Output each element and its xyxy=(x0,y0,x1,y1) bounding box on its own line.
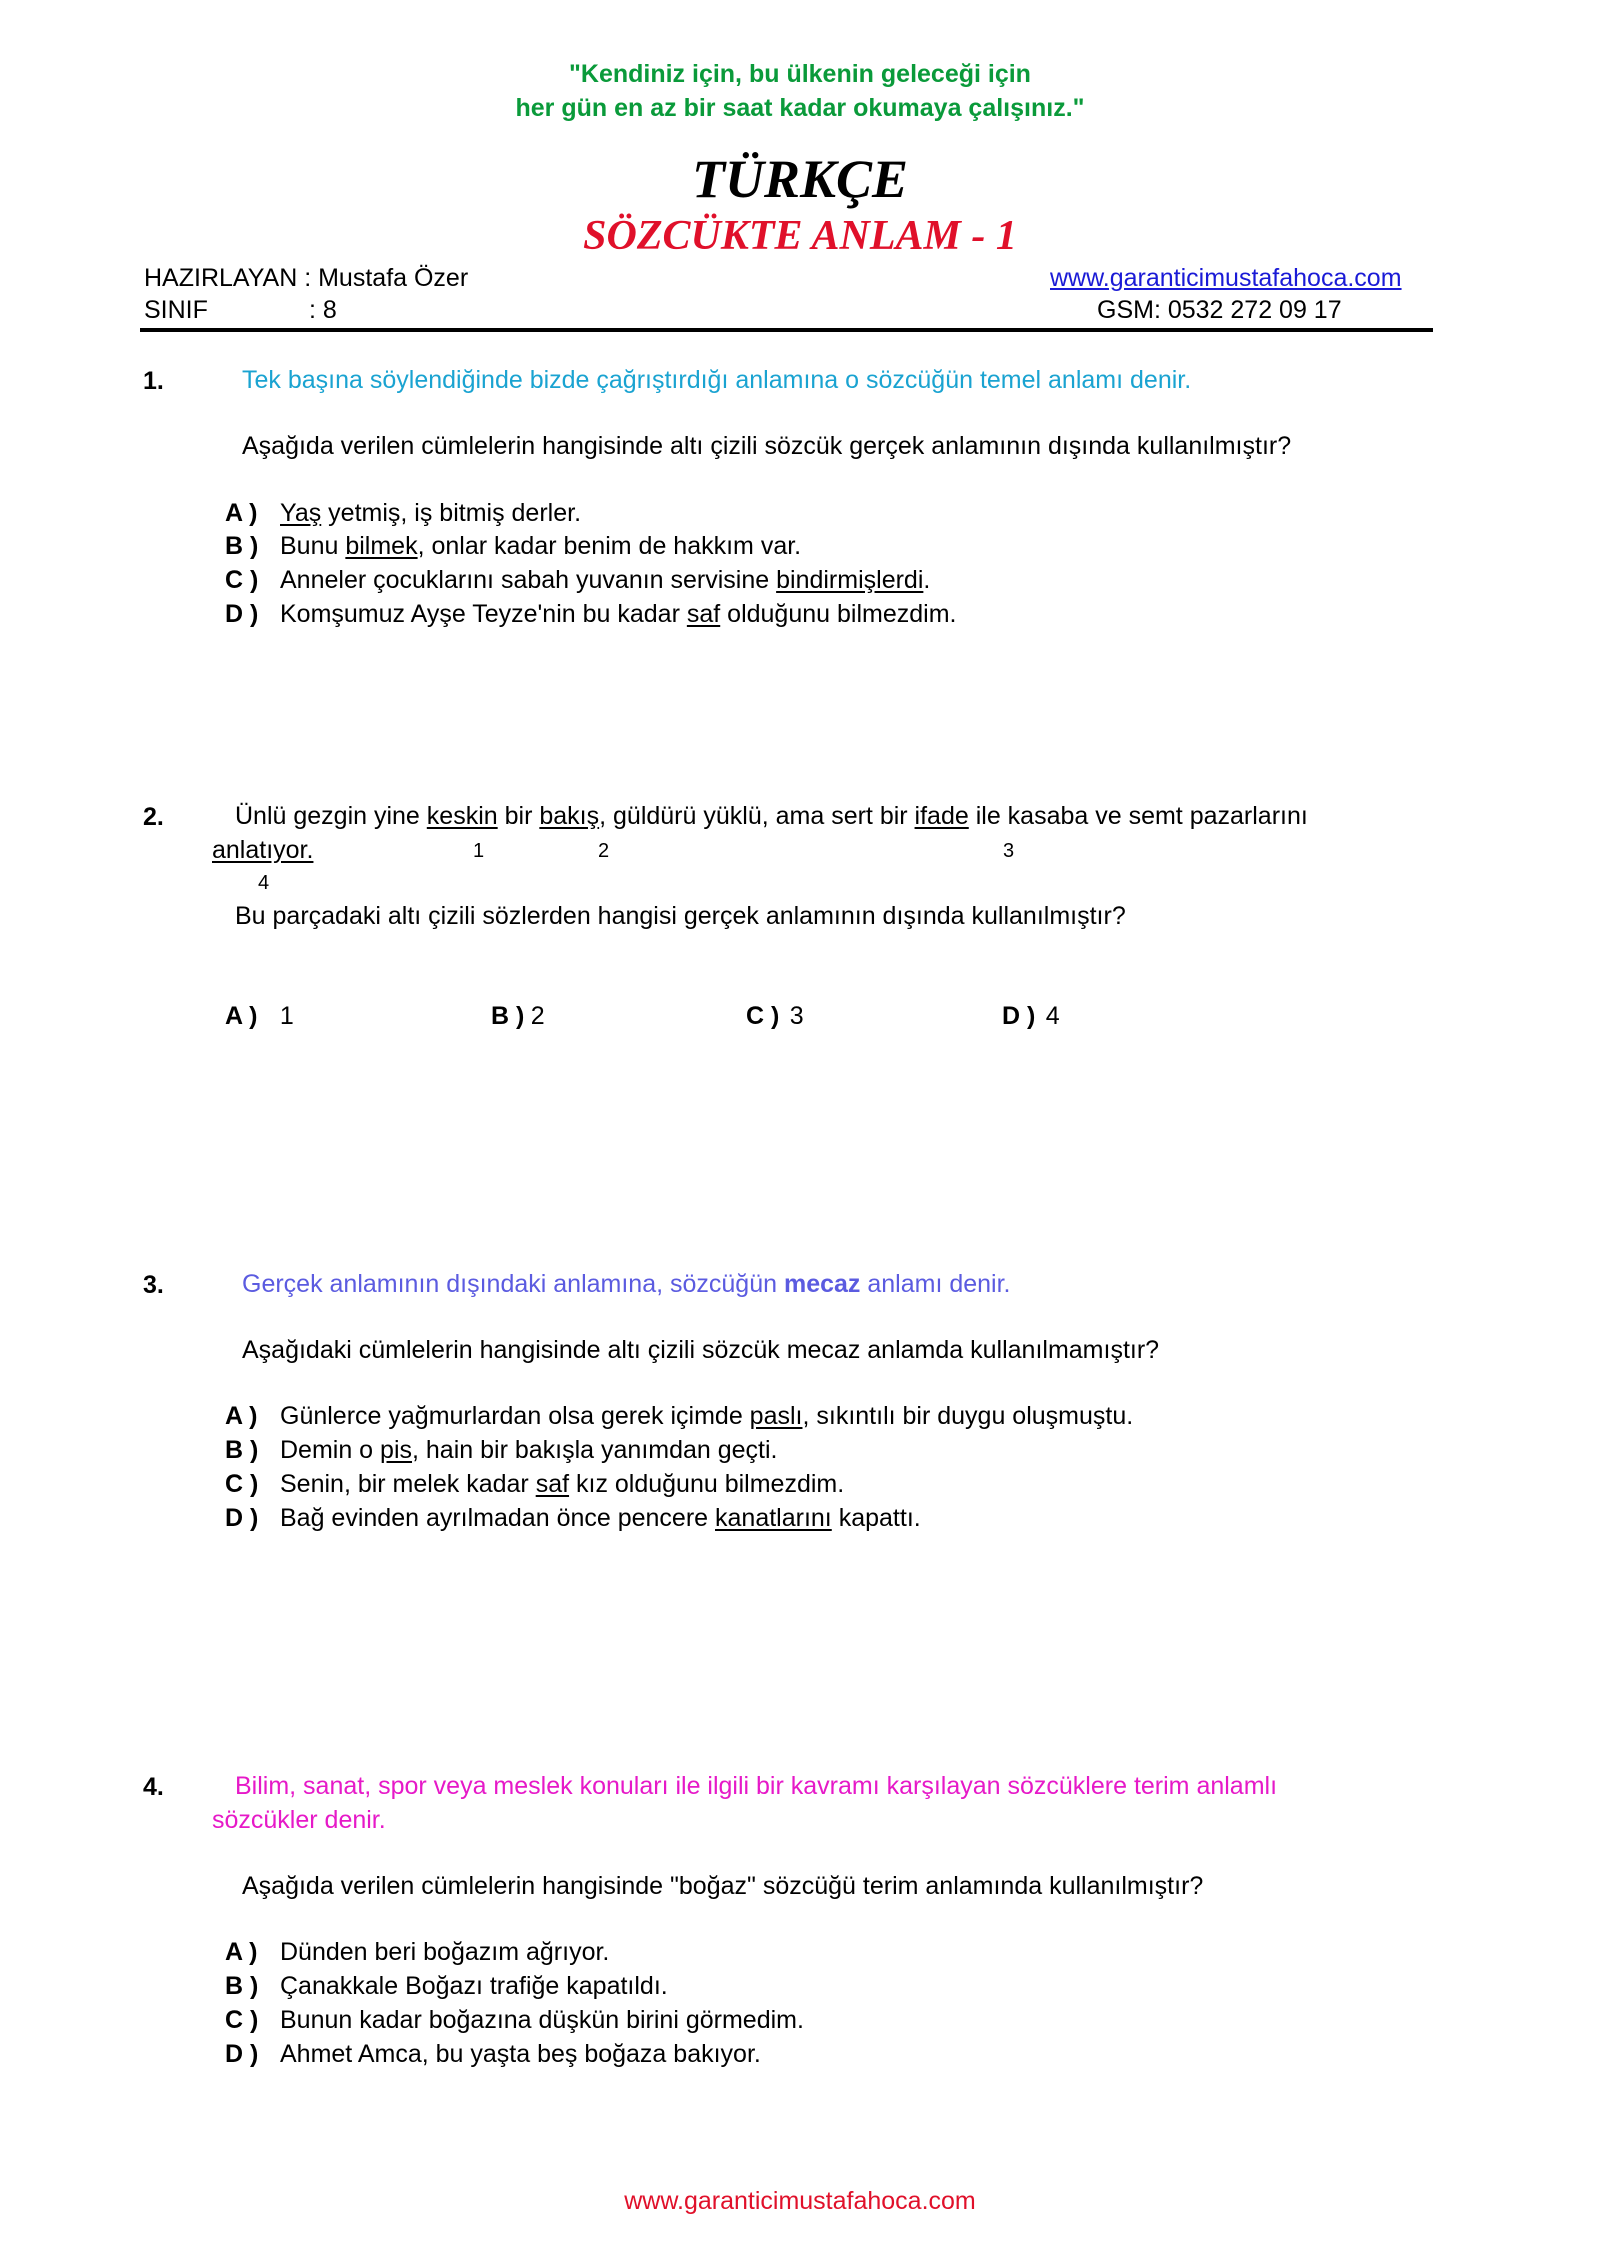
option-text: 4 xyxy=(1045,1002,1060,1030)
q2-option-d[interactable] xyxy=(1002,1002,1060,1031)
question-number-2: 2. xyxy=(143,803,164,831)
q3-definition: Gerçek anlamının dışındaki anlamına, sözcüğün mecaz anlamı denir. xyxy=(242,1270,1011,1298)
q2-question: Bu parçadaki altı çizili sözlerden hangisi gerçek anlamının dışında kullanılmıştır? xyxy=(235,902,1126,930)
header-divider xyxy=(140,328,1433,332)
q4-option-c[interactable] xyxy=(225,2006,804,2035)
q4-question: Aşağıda verilen cümlelerin hangisinde "boğaz" sözcüğü terim anlamında kullanılmıştır? xyxy=(242,1872,1204,1900)
q2-passage-line-1: Ünlü gezgin yine keskin bir bakış, güldürü yüklü, ama sert bir ifade ile kasaba ve semt pazarlarını xyxy=(235,802,1308,830)
mark-3: 3 xyxy=(1003,840,1015,862)
option-label: B ) xyxy=(225,532,259,560)
underlined-word: saf xyxy=(535,1470,570,1498)
underlined-word: bilmek xyxy=(345,532,418,560)
class-value: : 8 xyxy=(309,296,337,324)
option-label: A ) xyxy=(225,1402,258,1430)
q4-option-d[interactable] xyxy=(225,2040,761,2069)
option-text: Dünden beri boğazım ağrıyor. xyxy=(280,1938,610,1966)
question-number-1: 1. xyxy=(143,367,164,395)
mark-1: 1 xyxy=(473,840,485,862)
underlined-word-3: ifade xyxy=(914,802,969,830)
option-text: Bunu bilmek, onlar kadar benim de hakkım var. xyxy=(280,532,802,560)
q3-option-d[interactable] xyxy=(225,1504,921,1533)
option-text: Yaş yetmiş, iş bitmiş derler. xyxy=(280,499,582,527)
option-text: Çanakkale Boğazı trafiğe kapatıldı. xyxy=(280,1972,668,2000)
option-label: A ) xyxy=(225,1938,258,1966)
footer-website[interactable]: www.garanticimustafahoca.com xyxy=(624,2187,976,2215)
option-label: A ) xyxy=(225,1002,258,1030)
motto-line-2: her gün en az bir saat kadar okumaya çalışınız." xyxy=(515,94,1085,122)
option-text: 1 xyxy=(279,1002,294,1030)
option-label: A ) xyxy=(225,499,258,527)
option-text: Komşumuz Ayşe Teyze'nin bu kadar saf olduğunu bilmezdim. xyxy=(280,600,957,628)
option-text: Günlerce yağmurlardan olsa gerek içimde paslı, sıkıntılı bir duygu oluşmuştu. xyxy=(280,1402,1134,1430)
mark-2: 2 xyxy=(598,840,610,862)
underlined-word-2: bakış xyxy=(539,802,600,830)
q1-option-b[interactable] xyxy=(225,532,802,561)
keyword-mecaz: mecaz xyxy=(783,1270,861,1298)
class-label: SINIF xyxy=(144,296,208,324)
mark-4: 4 xyxy=(258,872,270,894)
option-label: D ) xyxy=(225,600,259,628)
option-text: Anneler çocuklarını sabah yuvanın servisine bindirmişlerdi. xyxy=(280,566,931,594)
underlined-word-1: keskin xyxy=(426,802,498,830)
option-text: Demin o pis, hain bir bakışla yanımdan geçti. xyxy=(280,1436,778,1464)
underlined-word: pis xyxy=(380,1436,413,1464)
q4-definition-line-1: Bilim, sanat, spor veya meslek konuları ile ilgili bir kavramı karşılayan sözcüklere terim anlamlı xyxy=(235,1772,1278,1800)
question-number-3: 3. xyxy=(143,1271,164,1299)
q3-option-c[interactable] xyxy=(225,1470,845,1499)
q3-question: Aşağıdaki cümlelerin hangisinde altı çizili sözcük mecaz anlamda kullanılmamıştır? xyxy=(242,1336,1160,1364)
underlined-word: paslı xyxy=(749,1402,803,1430)
option-label: C ) xyxy=(225,2006,259,2034)
q4-definition-line-2: sözcükler denir. xyxy=(212,1806,386,1834)
q2-option-c[interactable] xyxy=(746,1002,804,1031)
option-label: C ) xyxy=(746,1002,780,1030)
q3-option-a[interactable] xyxy=(225,1402,1134,1431)
q2-option-b[interactable] xyxy=(491,1002,545,1031)
phone-number: GSM: 0532 272 09 17 xyxy=(1097,296,1342,324)
underlined-word: Yaş xyxy=(280,499,322,527)
option-label: B ) xyxy=(491,1002,525,1030)
q1-option-c[interactable] xyxy=(225,566,931,595)
q4-option-b[interactable] xyxy=(225,1972,668,2001)
option-text: Ahmet Amca, bu yaşta beş boğaza bakıyor. xyxy=(280,2040,761,2068)
underlined-word: kanatlarını xyxy=(715,1504,832,1532)
option-label: C ) xyxy=(225,566,259,594)
option-text: Bağ evinden ayrılmadan önce pencere kanatlarını kapattı. xyxy=(280,1504,921,1532)
q1-option-d[interactable] xyxy=(225,600,957,629)
page-title: TÜRKÇE xyxy=(691,149,909,209)
q1-option-a[interactable] xyxy=(225,499,582,528)
q1-question: Aşağıda verilen cümlelerin hangisinde altı çizili sözcük gerçek anlamının dışında kullanılmıştır? xyxy=(242,432,1292,460)
option-text: Bunun kadar boğazına düşkün birini görmedim. xyxy=(280,2006,804,2034)
motto-line-1: "Kendiniz için, bu ülkenin geleceği için xyxy=(569,60,1031,88)
underlined-word: bindirmişlerdi xyxy=(776,566,924,594)
option-label: B ) xyxy=(225,1972,259,2000)
q2-option-a[interactable] xyxy=(225,1002,294,1031)
option-label: D ) xyxy=(225,2040,259,2068)
question-number-4: 4. xyxy=(143,1773,164,1801)
page-subtitle: SÖZCÜKTE ANLAM - 1 xyxy=(583,213,1017,259)
option-label: B ) xyxy=(225,1436,259,1464)
q1-definition: Tek başına söylendiğinde bizde çağrıştırdığı anlamına o sözcüğün temel anlamı denir. xyxy=(242,366,1192,394)
q2-passage-line-2 xyxy=(212,836,313,865)
underlined-word-4: anlatıyor. xyxy=(212,836,314,864)
option-label: C ) xyxy=(225,1470,259,1498)
underlined-word: saf xyxy=(686,600,721,628)
option-label: D ) xyxy=(1002,1002,1036,1030)
q4-option-a[interactable] xyxy=(225,1938,610,1967)
option-text: Senin, bir melek kadar saf kız olduğunu bilmezdim. xyxy=(280,1470,845,1498)
q3-option-b[interactable] xyxy=(225,1436,778,1465)
option-label: D ) xyxy=(225,1504,259,1532)
option-text: 3 xyxy=(789,1002,804,1030)
website-link[interactable]: www.garanticimustafahoca.com xyxy=(1050,264,1402,292)
author-label: HAZIRLAYAN : Mustafa Özer xyxy=(144,264,469,292)
option-text: 2 xyxy=(530,1002,545,1030)
